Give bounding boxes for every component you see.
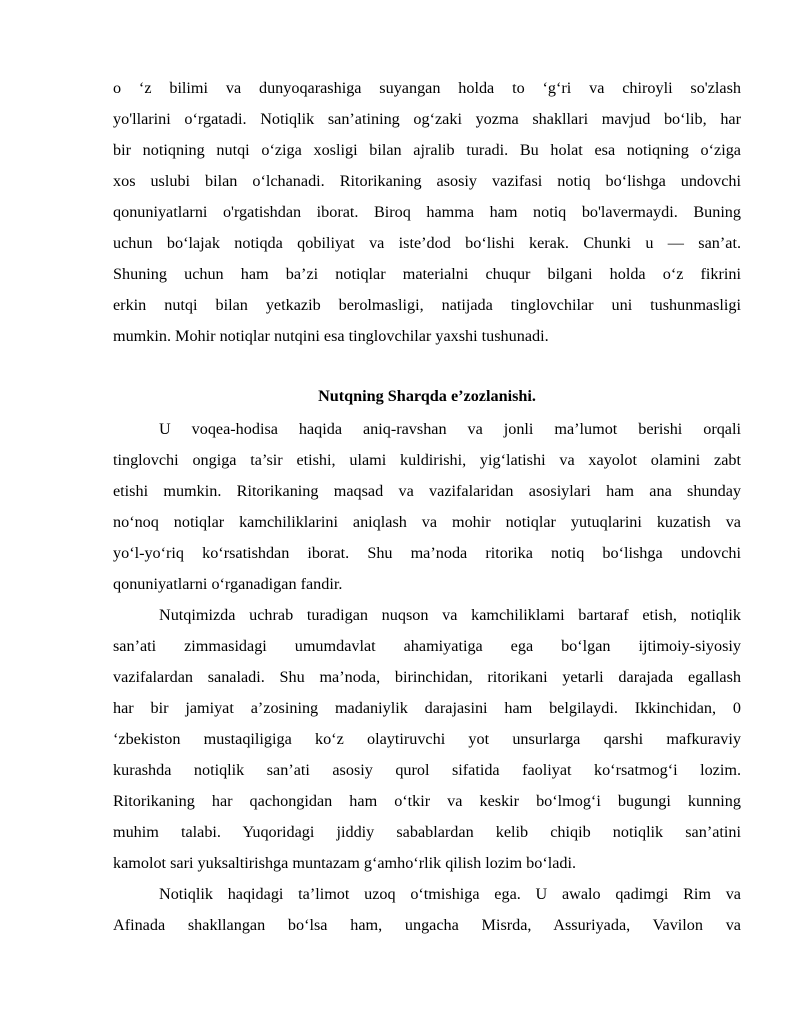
text-line: mumkin. Mohir notiqlar nutqini esa tinglovchilar yaxshi tushunadi. [113,327,549,345]
text-line: Notiqlik haqidagi ta’limot uzoq o‘tmishiga ega. U awalo qadimgi Rim va [159,885,741,903]
text-line: o ‘z bilimi va dunyoqarashiga suyangan holda to ‘g‘ri va chiroyli so'zlash [113,79,741,97]
text-line: Ritorikaning har qachongidan ham o‘tkir va keskir bo‘lmog‘i bugungi kunning [113,792,741,810]
text-line: no‘noq notiqlar kamchiliklarini aniqlash va mohir notiqlar yutuqlarini kuzatish va [113,513,741,531]
text-line: ‘zbekiston mustaqiligiga ko‘z olaytiruvchi yot unsurlarga qarshi mafkuraviy [113,730,741,748]
text-line: Afinada shakllangan bo‘lsa ham, ungacha Misrda, Assuriyada, Vavilon va [113,916,741,934]
text-line: yo‘l-yo‘riq ko‘rsatishdan iborat. Shu ma’noda ritorika notiq bo‘lishga undovchi [113,544,741,562]
text-line: yo'llarini o‘rgatadi. Notiqlik san’atining og‘zaki yozma shakllari mavjud bo‘lib, har [113,110,741,128]
section-heading: Nutqning Sharqda e’zozlanishi. [318,387,536,405]
text-line: har bir jamiyat a’zosining madaniylik darajasini ham belgilaydi. Ikkinchidan, 0 [113,699,741,717]
text-line: vazifalardan sanaladi. Shu ma’noda, birinchidan, ritorikani yetarli darajada egallash [113,668,741,686]
text-line: etishi mumkin. Ritorikaning maqsad va vazifalaridan asosiylari ham ana shunday [113,482,741,500]
text-line: U voqea-hodisa haqida aniq-ravshan va jonli ma’lumot berishi orqali [159,420,741,438]
text-line: Shuning uchun ham ba’zi notiqlar materialni chuqur bilgani holda o‘z fikrini [113,265,741,283]
text-line: bir notiqning nutqi o‘ziga xosligi bilan ajralib turadi. Bu holat esa notiqning o‘ziga [113,141,741,159]
text-line: san’ati zimmasidagi umumdavlat ahamiyatiga ega bo‘lgan ijtimoiy-siyosiy [113,637,741,655]
text-line: kurashda notiqlik san’ati asosiy qurol sifatida faoliyat ko‘rsatmog‘i lozim. [113,761,741,779]
text-line: muhim talabi. Yuqoridagi jiddiy sabablardan kelib chiqib notiqlik san’atini [113,823,741,841]
text-line: qonuniyatlarni o‘rganadigan fandir. [113,575,343,593]
text-line: xos uslubi bilan o‘lchanadi. Ritorikaning asosiy vazifasi notiq bo‘lishga undovchi [113,172,741,190]
text-line: tinglovchi ongiga ta’sir etishi, ulami kuldirishi, yig‘latishi va xayolot olamini zabt [113,451,741,469]
text-line: kamolot sari yuksaltirishga muntazam g‘amho‘rlik qilish lozim bo‘ladi. [113,854,577,872]
text-line: erkin nutqi bilan yetkazib berolmasligi, natijada tinglovchilar uni tushunmasligi [113,296,741,314]
text-line: uchun bo‘lajak notiqda qobiliyat va iste’dod bo‘lishi kerak. Chunki u — san’at. [113,234,741,252]
text-line: qonuniyatlarni o'rgatishdan iborat. Biroq hamma ham notiq bo'lavermaydi. Buning [113,203,741,221]
text-line: Nutqimizda uchrab turadigan nuqson va kamchiliklami bartaraf etish, notiqlik [159,606,741,624]
